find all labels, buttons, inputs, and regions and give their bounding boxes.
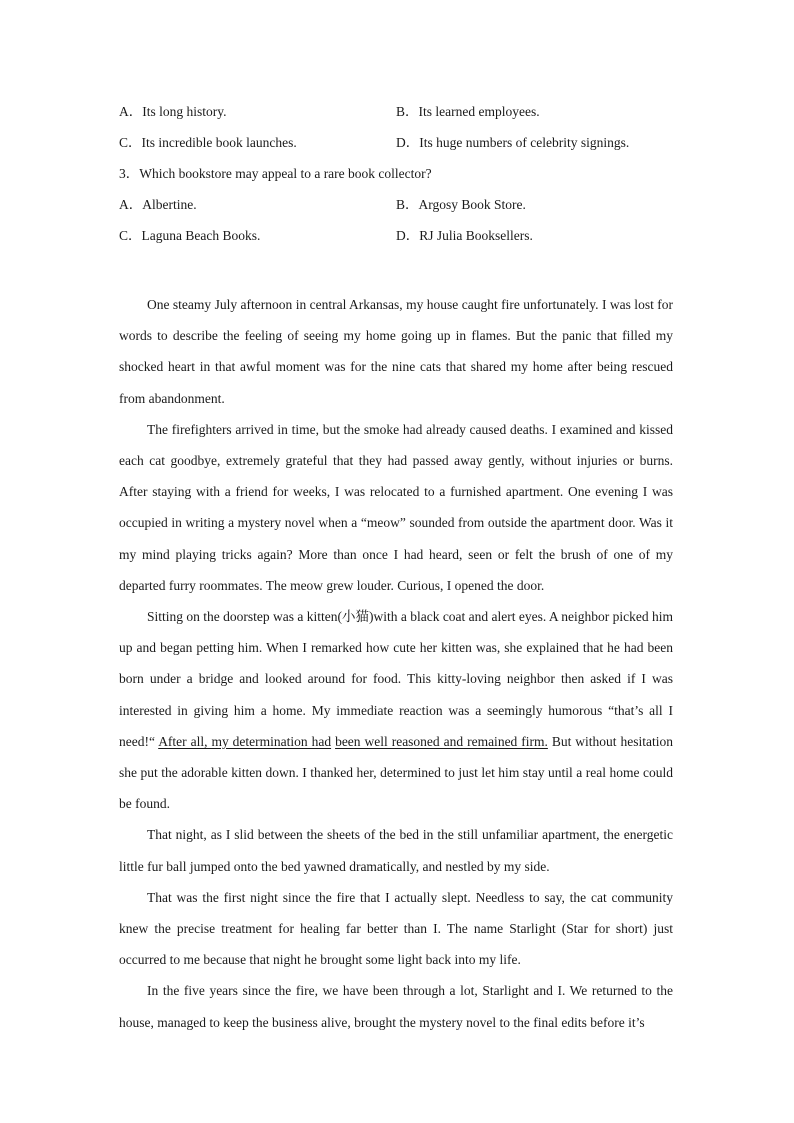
q2-option-c: C．Its incredible book launches. (119, 135, 297, 150)
q2-option-b: B．Its learned employees. (396, 104, 540, 119)
q3-option-b: B．Argosy Book Store. (396, 197, 526, 212)
underlined-phrase-1: After all, my determination had (158, 733, 332, 749)
reading-passage (119, 289, 673, 1038)
q3-option-c: C．Laguna Beach Books. (119, 228, 261, 243)
passage-paragraph-2: The firefighters arrived in time, but the smoke had already caused deaths. I examined and kissed each cat goodbye, extremely grateful that they had passed away gently, without injuries or burns. After staying with a friend for weeks, I was relocated to a furnished apartment. One evening I was occupied in writing a mystery novel when a “meow” sounded from outside the apartment door. Was it my mind playing tricks again? More than once I had heard, seen or felt the brush of one of my departed furry roommates. The meow grew louder. Curious, I opened the door. (119, 421, 673, 593)
paragraph-3-text-end: But without hesitation she put the adorable kitten down. I thanked her, determined to just let him stay until a real home could be found. (119, 733, 674, 812)
underlined-phrase-2: been well reasoned and remained firm. (335, 733, 548, 749)
passage-paragraph-6: In the five years since the fire, we have been through a lot, Starlight and I. We returned to the house, managed to keep the business alive, brought the mystery novel to the final edits before it’s (119, 983, 673, 1030)
passage-paragraph-4: That night, as I slid between the sheets of the bed in the still unfamiliar apartment, the energetic little fur ball jumped onto the bed yawned dramatically, and nestled by my side. (119, 827, 673, 874)
passage-paragraph-1: One steamy July afternoon in central Arkansas, my house caught fire unfortunately. I was lost for words to describe the feeling of seeing my home going up in flames. But the panic that filled my shocked heart in that awful moment was for the nine cats that shared my home after being rescued from abandonment. (119, 297, 673, 406)
passage-paragraph-3 (119, 601, 673, 819)
q2-option-d: D．Its huge numbers of celebrity signings. (396, 135, 630, 150)
question3-stem: 3．Which bookstore may appeal to a rare book collector? (119, 166, 432, 181)
question2-options-row1 (119, 102, 679, 122)
question3-options-row2 (119, 226, 679, 246)
question3-options-row1 (119, 195, 679, 215)
passage-paragraph-5: That was the first night since the fire that I actually slept. Needless to say, the cat community knew the precise treatment for healing far better than I. The name Starlight (Star for short) just occurred to me because that night he brought some light back into my life. (119, 889, 673, 968)
q3-option-d: D．RJ Julia Booksellers. (396, 228, 533, 243)
q3-option-a: A．Albertine. (119, 197, 197, 212)
q2-option-a: A．Its long history. (119, 104, 227, 119)
question2-options-row2 (119, 133, 679, 153)
paragraph-3-text-start: Sitting on the doorstep was a kitten(小猫)with a black coat and alert eyes. A neighbor picked him up and began petting him. When I remarked how cute her kitten was, she explained that he had been born under a bridge and looked around for food. This kitty-loving neighbor then asked if I was interested in giving him a home. My immediate reaction was a seemingly humorous “that’s all I need!“ (119, 609, 673, 749)
